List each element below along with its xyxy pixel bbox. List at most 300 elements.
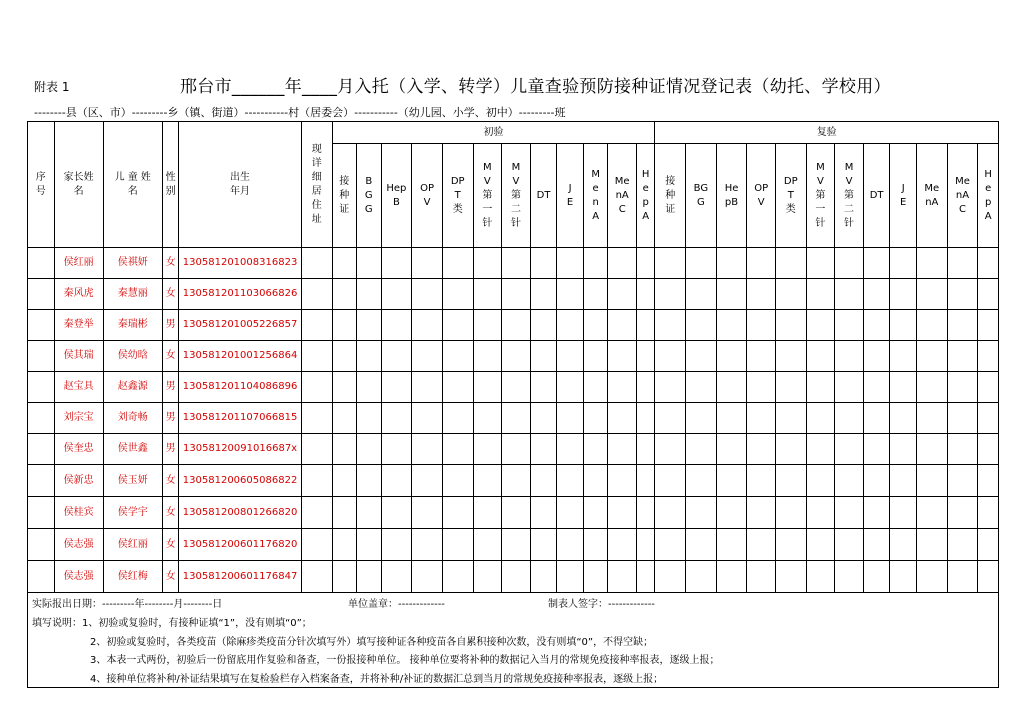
row-check-cell: [332, 497, 357, 529]
header-recheck-col-7-text: M V 第 二 针: [844, 161, 855, 229]
row-check-cell: [332, 341, 357, 372]
row-check-cell: [530, 529, 557, 561]
row-check-cell: [916, 403, 947, 434]
registration-table: [27, 121, 999, 593]
row-seq: [28, 497, 55, 529]
header-recheck-col-7: [835, 144, 864, 248]
row-child-name: [103, 497, 162, 529]
row-check-cell: [381, 465, 412, 497]
row-parent-name-text: 侯新忠: [63, 474, 94, 486]
row-check-cell: [442, 279, 473, 310]
row-check-cell: [835, 310, 864, 341]
row-check-cell: [357, 497, 382, 529]
table-row: [28, 403, 999, 434]
row-check-cell: [637, 279, 655, 310]
row-sex: [162, 341, 178, 372]
row-child-name: [103, 248, 162, 279]
row-check-cell: [863, 497, 890, 529]
header-initial-col-3-text: Hep B: [386, 182, 407, 208]
row-check-cell: [655, 310, 686, 341]
row-check-cell: [637, 248, 655, 279]
row-check-cell: [686, 279, 717, 310]
header-recheck: [655, 122, 999, 144]
row-check-cell: [583, 465, 608, 497]
row-parent-name: [54, 465, 103, 497]
row-check-cell: [357, 465, 382, 497]
row-check-cell: [747, 529, 776, 561]
row-check-cell: [716, 529, 747, 561]
row-parent-name-text: 侯志强: [63, 538, 94, 550]
row-check-cell: [775, 529, 806, 561]
row-id-number-text: 130581200605086822: [182, 474, 298, 486]
row-check-cell: [637, 372, 655, 403]
header-initial-col-12: [637, 144, 655, 248]
appendix-label: 附表 1: [34, 80, 70, 94]
row-check-cell: [557, 465, 584, 497]
row-check-cell: [947, 403, 978, 434]
row-check-cell: [608, 434, 637, 465]
header-recheck-col-5: [775, 144, 806, 248]
header-recheck-col-10: [916, 144, 947, 248]
header-recheck-col-5-text: DP T 类: [783, 175, 798, 215]
row-check-cell: [686, 529, 717, 561]
row-check-cell: [775, 403, 806, 434]
row-check-cell: [637, 434, 655, 465]
row-check-cell: [557, 529, 584, 561]
row-sex: [162, 529, 178, 561]
row-id-number-text: 13058120091016687x: [183, 443, 298, 454]
row-check-cell: [473, 279, 502, 310]
row-check-cell: [775, 248, 806, 279]
row-check-cell: [890, 497, 917, 529]
row-sex: [162, 561, 178, 593]
row-check-cell: [502, 372, 531, 403]
row-check-cell: [863, 279, 890, 310]
row-check-cell: [978, 465, 999, 497]
row-check-cell: [557, 341, 584, 372]
row-check-cell: [357, 248, 382, 279]
row-sex: [162, 372, 178, 403]
row-check-cell: [530, 465, 557, 497]
row-child-name-text: 秦瑞彬: [117, 319, 148, 330]
row-check-cell: [412, 310, 443, 341]
row-id-number-text: 130581200601176820: [182, 538, 298, 550]
row-check-cell: [916, 310, 947, 341]
header-initial-col-5-text: DP T 类: [450, 175, 465, 215]
row-check-cell: [806, 465, 835, 497]
row-check-cell: [530, 434, 557, 465]
row-check-cell: [583, 403, 608, 434]
header-recheck-col-6-text: M V 第 一 针: [815, 161, 826, 229]
row-sex: [162, 497, 178, 529]
row-check-cell: [442, 561, 473, 593]
table-row: [28, 372, 999, 403]
row-child-name-text: 侯红梅: [117, 570, 148, 582]
row-check-cell: [530, 561, 557, 593]
header-initial-col-1: [332, 144, 357, 248]
header-initial-col-7-text: M V 第 二 针: [510, 161, 521, 229]
row-check-cell: [890, 248, 917, 279]
row-check-cell: [357, 372, 382, 403]
row-check-cell: [806, 248, 835, 279]
row-check-cell: [747, 310, 776, 341]
row-seq: [28, 310, 55, 341]
row-check-cell: [978, 497, 999, 529]
row-sex: [162, 248, 178, 279]
row-seq: [28, 279, 55, 310]
row-check-cell: [655, 248, 686, 279]
row-check-cell: [716, 372, 747, 403]
header-recheck-col-1: [655, 144, 686, 248]
row-sex: [162, 310, 178, 341]
row-sex-text: 女: [165, 288, 176, 299]
row-check-cell: [890, 529, 917, 561]
header-child-name: [103, 122, 162, 248]
row-check-cell: [608, 465, 637, 497]
row-id-number: [179, 434, 302, 465]
row-seq: [28, 248, 55, 279]
row-check-cell: [916, 279, 947, 310]
row-check-cell: [301, 434, 332, 465]
row-parent-name-text: 秦风虎: [63, 288, 94, 299]
row-sex-text: 女: [165, 350, 176, 361]
row-sex-text: 女: [165, 506, 176, 518]
row-check-cell: [381, 279, 412, 310]
row-check-cell: [557, 310, 584, 341]
row-id-number: [179, 248, 302, 279]
row-check-cell: [608, 529, 637, 561]
row-check-cell: [806, 310, 835, 341]
header-initial-col-10: [583, 144, 608, 248]
row-child-name-text: 赵鑫源: [117, 381, 148, 392]
row-check-cell: [502, 465, 531, 497]
row-check-cell: [301, 403, 332, 434]
row-sex-text: 女: [165, 538, 176, 550]
header-sex-text: 性 别: [165, 171, 176, 197]
row-child-name: [103, 434, 162, 465]
row-check-cell: [716, 341, 747, 372]
row-check-cell: [473, 403, 502, 434]
row-check-cell: [716, 561, 747, 593]
row-check-cell: [747, 561, 776, 593]
location-line: --------县（区、市）---------乡（镇、街道）-----------村（居委会）-----------（幼儿园、小学、初中）---------班: [34, 106, 566, 119]
row-check-cell: [357, 341, 382, 372]
row-check-cell: [835, 529, 864, 561]
row-check-cell: [747, 279, 776, 310]
row-check-cell: [835, 497, 864, 529]
row-check-cell: [775, 434, 806, 465]
row-check-cell: [502, 279, 531, 310]
row-check-cell: [947, 372, 978, 403]
row-check-cell: [502, 529, 531, 561]
row-check-cell: [381, 403, 412, 434]
header-recheck-col-12: [978, 144, 999, 248]
row-check-cell: [583, 561, 608, 593]
row-check-cell: [473, 341, 502, 372]
header-initial-col-7: [502, 144, 531, 248]
row-check-cell: [775, 310, 806, 341]
row-check-cell: [655, 561, 686, 593]
row-id-number-text: 130581201005226857: [182, 319, 298, 330]
row-id-number-text: 130581201104086896: [182, 381, 298, 392]
row-check-cell: [747, 465, 776, 497]
row-check-cell: [978, 279, 999, 310]
row-sex-text: 男: [165, 443, 176, 454]
row-check-cell: [716, 434, 747, 465]
note-2: 2、初验或复验时，各类疫苗（除麻疹类疫苗分针次填写外）填写接种证各种疫苗各自累积接种次数，没有则填“0”，不得空缺；: [90, 637, 654, 648]
row-check-cell: [863, 434, 890, 465]
row-check-cell: [686, 372, 717, 403]
page-title: 邢台市______年____月入托（入学、转学）儿童查验预防接种证情况登记表（幼托、学校用）: [180, 77, 891, 97]
row-check-cell: [412, 465, 443, 497]
header-parent-name-text: 家长姓 名: [63, 171, 94, 197]
row-child-name-text: 侯世鑫: [117, 443, 148, 454]
header-initial-col-2: [357, 144, 382, 248]
row-parent-name: [54, 529, 103, 561]
row-check-cell: [637, 465, 655, 497]
row-check-cell: [381, 497, 412, 529]
row-check-cell: [301, 372, 332, 403]
row-sex: [162, 403, 178, 434]
row-check-cell: [530, 310, 557, 341]
row-check-cell: [978, 248, 999, 279]
row-parent-name-text: 侯奎忠: [63, 443, 94, 454]
row-sex: [162, 279, 178, 310]
row-check-cell: [301, 465, 332, 497]
header-initial-col-1-text: 接 种 证: [339, 175, 350, 215]
row-check-cell: [686, 497, 717, 529]
header-recheck-col-6: [806, 144, 835, 248]
row-check-cell: [608, 497, 637, 529]
row-check-cell: [806, 434, 835, 465]
row-check-cell: [332, 403, 357, 434]
row-check-cell: [916, 372, 947, 403]
row-check-cell: [502, 434, 531, 465]
row-child-name: [103, 341, 162, 372]
row-check-cell: [835, 279, 864, 310]
row-child-name-text: 刘奇畅: [117, 412, 148, 423]
row-check-cell: [381, 434, 412, 465]
row-check-cell: [357, 279, 382, 310]
row-check-cell: [530, 248, 557, 279]
row-parent-name: [54, 372, 103, 403]
row-parent-name-text: 侯志强: [63, 570, 94, 582]
row-check-cell: [747, 248, 776, 279]
header-initial-col-11-text: Me nA C: [614, 175, 630, 215]
row-check-cell: [332, 279, 357, 310]
row-check-cell: [557, 403, 584, 434]
row-check-cell: [686, 248, 717, 279]
row-check-cell: [863, 465, 890, 497]
row-check-cell: [583, 529, 608, 561]
row-parent-name-text: 侯红丽: [63, 257, 94, 268]
row-check-cell: [442, 497, 473, 529]
header-recheck-col-3-text: He pB: [724, 182, 739, 208]
row-check-cell: [583, 248, 608, 279]
row-check-cell: [716, 310, 747, 341]
row-check-cell: [412, 372, 443, 403]
table-row: [28, 310, 999, 341]
row-check-cell: [806, 561, 835, 593]
row-child-name: [103, 529, 162, 561]
row-check-cell: [332, 465, 357, 497]
row-check-cell: [332, 310, 357, 341]
row-check-cell: [775, 497, 806, 529]
header-initial-col-8-text: DT: [536, 189, 551, 201]
table-row: [28, 341, 999, 372]
row-check-cell: [412, 248, 443, 279]
row-check-cell: [332, 372, 357, 403]
header-initial-check: [332, 122, 655, 144]
row-check-cell: [332, 248, 357, 279]
header-recheck-col-2: [686, 144, 717, 248]
row-check-cell: [978, 561, 999, 593]
row-id-number: [179, 561, 302, 593]
row-parent-name: [54, 561, 103, 593]
row-check-cell: [947, 279, 978, 310]
header-recheck-col-11: [947, 144, 978, 248]
row-check-cell: [775, 279, 806, 310]
row-check-cell: [442, 310, 473, 341]
row-check-cell: [557, 279, 584, 310]
row-check-cell: [583, 497, 608, 529]
row-check-cell: [835, 372, 864, 403]
row-parent-name-text: 刘宗宝: [63, 412, 94, 423]
row-check-cell: [301, 529, 332, 561]
row-check-cell: [806, 497, 835, 529]
row-check-cell: [716, 279, 747, 310]
row-check-cell: [608, 310, 637, 341]
row-check-cell: [806, 341, 835, 372]
row-check-cell: [655, 341, 686, 372]
row-parent-name: [54, 279, 103, 310]
row-sex-text: 女: [165, 570, 176, 582]
header-initial-col-4-text: OP V: [420, 182, 434, 208]
row-check-cell: [381, 341, 412, 372]
row-check-cell: [557, 497, 584, 529]
header-seq: [28, 122, 55, 248]
row-check-cell: [747, 434, 776, 465]
preparer-sign-field: 制表人签字：-------------: [548, 599, 655, 610]
table-row: [28, 279, 999, 310]
row-check-cell: [835, 403, 864, 434]
row-check-cell: [716, 248, 747, 279]
row-check-cell: [716, 497, 747, 529]
row-check-cell: [381, 561, 412, 593]
row-seq: [28, 434, 55, 465]
row-check-cell: [357, 403, 382, 434]
header-address: [301, 122, 332, 248]
row-parent-name-text: 秦登举: [63, 319, 94, 330]
row-check-cell: [473, 529, 502, 561]
header-initial-col-11: [608, 144, 637, 248]
row-check-cell: [637, 561, 655, 593]
row-check-cell: [947, 341, 978, 372]
header-recheck-col-1-text: 接 种 证: [665, 175, 676, 215]
row-check-cell: [655, 497, 686, 529]
row-sex-text: 女: [165, 257, 176, 268]
table-row: [28, 497, 999, 529]
header-initial-col-3: [381, 144, 412, 248]
row-check-cell: [716, 403, 747, 434]
row-check-cell: [863, 310, 890, 341]
row-parent-name: [54, 403, 103, 434]
row-check-cell: [806, 403, 835, 434]
row-sex: [162, 465, 178, 497]
row-check-cell: [947, 497, 978, 529]
row-check-cell: [747, 372, 776, 403]
header-birth-date: [179, 122, 302, 248]
row-child-name-text: 侯祺妍: [117, 257, 148, 268]
row-check-cell: [357, 434, 382, 465]
row-check-cell: [716, 465, 747, 497]
row-check-cell: [381, 310, 412, 341]
row-id-number-text: 130581201103066826: [182, 288, 298, 299]
header-recheck-col-12-text: H e p A: [984, 168, 992, 222]
row-check-cell: [890, 310, 917, 341]
row-check-cell: [583, 341, 608, 372]
header-initial-col-9: [557, 144, 584, 248]
table-row: [28, 434, 999, 465]
table-row: [28, 561, 999, 593]
row-check-cell: [301, 279, 332, 310]
header-sex: [162, 122, 178, 248]
row-check-cell: [863, 341, 890, 372]
row-parent-name: [54, 310, 103, 341]
row-check-cell: [890, 341, 917, 372]
row-check-cell: [332, 529, 357, 561]
row-check-cell: [747, 341, 776, 372]
row-check-cell: [916, 248, 947, 279]
row-sex-text: 男: [165, 319, 176, 330]
row-check-cell: [301, 561, 332, 593]
row-check-cell: [947, 248, 978, 279]
row-check-cell: [502, 497, 531, 529]
header-seq-text: 序 号: [35, 171, 46, 197]
header-recheck-col-8: [863, 144, 890, 248]
row-check-cell: [473, 561, 502, 593]
header-recheck-col-4: [747, 144, 776, 248]
header-initial-col-10-text: M e n A: [591, 168, 600, 222]
row-check-cell: [412, 497, 443, 529]
header-recheck-col-9-text: J E: [900, 182, 907, 208]
header-birth-date-text: 出生 年月: [230, 171, 251, 197]
row-check-cell: [890, 434, 917, 465]
header-initial-col-4: [412, 144, 443, 248]
row-check-cell: [863, 248, 890, 279]
row-check-cell: [916, 561, 947, 593]
row-sex-text: 男: [165, 412, 176, 423]
table-row: [28, 248, 999, 279]
row-check-cell: [608, 403, 637, 434]
row-check-cell: [530, 279, 557, 310]
row-check-cell: [473, 372, 502, 403]
row-check-cell: [412, 403, 443, 434]
row-check-cell: [637, 497, 655, 529]
row-check-cell: [637, 403, 655, 434]
header-recheck-col-2-text: BG G: [693, 182, 709, 208]
note-3: 3、本表一式两份，初验后一份留底用作复验和备查，一份报接种单位。 接种单位要将补种的数据记入当月的常规免疫接种率报表，逐级上报；: [90, 655, 720, 666]
row-check-cell: [775, 465, 806, 497]
row-check-cell: [686, 561, 717, 593]
row-check-cell: [583, 310, 608, 341]
row-check-cell: [473, 248, 502, 279]
row-check-cell: [686, 403, 717, 434]
row-check-cell: [686, 310, 717, 341]
title-row: [34, 72, 994, 98]
row-child-name: [103, 279, 162, 310]
row-check-cell: [301, 248, 332, 279]
